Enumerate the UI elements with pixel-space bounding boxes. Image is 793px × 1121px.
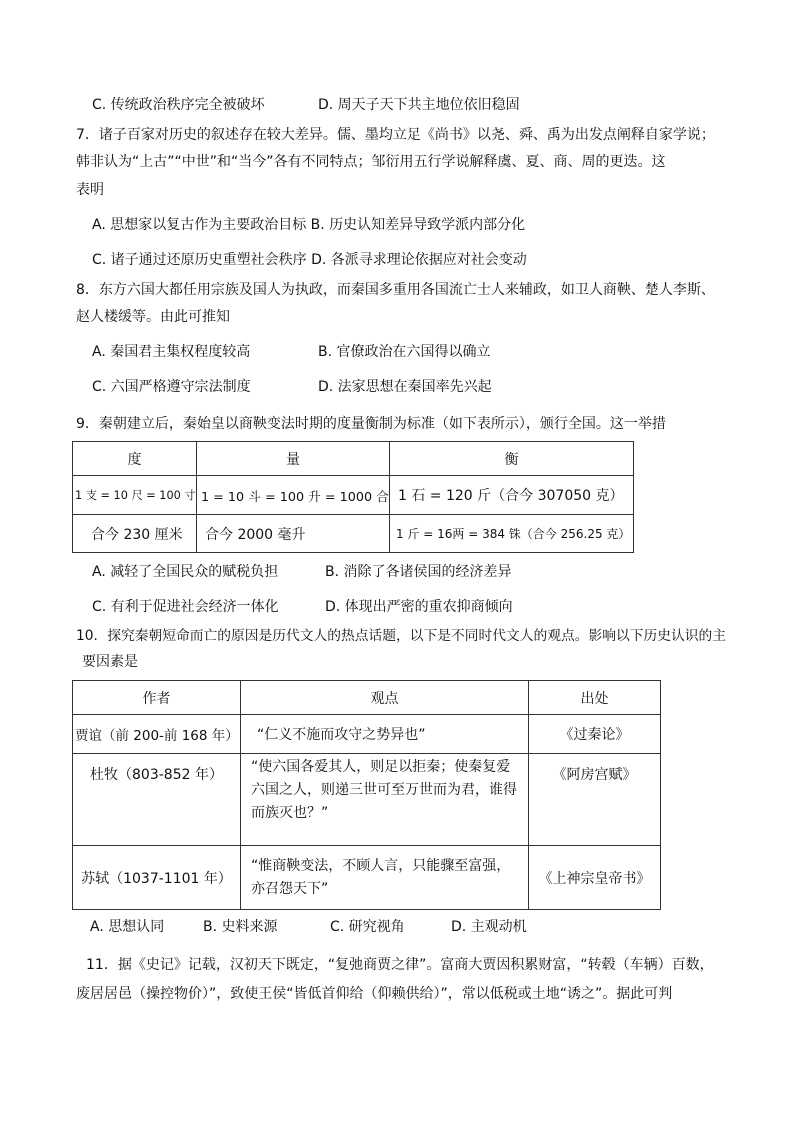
table-cell: 1 支 = 10 尺 = 100 寸 xyxy=(73,476,197,515)
q8-stem-line-2: 赵人楼缓等。由此可推知 xyxy=(76,309,230,325)
q8-stem-line-1: 8．东方六国大都任用宗族及国人为执政，而秦国多重用各国流亡士人来辅政，如卫人商鞅、楚人李斯、 xyxy=(76,282,715,298)
table-cell: “惟商鞅变法，不顾人言，只能骤至富强，亦召怨天下” xyxy=(241,846,529,910)
table-cell: 苏轼（1037-1101 年） xyxy=(73,846,241,910)
table-cell: 杜牧（803-852 年） xyxy=(73,754,241,846)
table-row xyxy=(73,715,661,754)
table-row xyxy=(73,515,634,553)
table-header-row xyxy=(73,681,661,715)
q10-stem-line-1: 10．探究秦朝短命而亡的原因是历代文人的热点话题，以下是不同时代文人的观点。影响以下历史认识的主 xyxy=(76,628,726,644)
header-cell: 观点 xyxy=(241,681,529,715)
header-cell: 衡 xyxy=(390,442,634,476)
table-cell: 《阿房宫赋》 xyxy=(529,754,661,846)
q9-option-c: C. 有利于促进社会经济一体化 xyxy=(92,599,279,615)
q10-option-a: A. 思想认同 xyxy=(90,919,165,935)
header-cell: 量 xyxy=(197,442,390,476)
table-row xyxy=(73,476,634,515)
q10-views-table xyxy=(72,680,661,910)
q10-option-c: C. 研究视角 xyxy=(330,919,405,935)
q8-option-d: D. 法家思想在秦国率先兴起 xyxy=(318,379,492,395)
table-header-row xyxy=(73,442,634,476)
header-cell: 出处 xyxy=(529,681,661,715)
q7-options-cd: C. 诸子通过还原历史重塑社会秩序 D. 各派寻求理论依据应对社会变动 xyxy=(92,252,527,268)
table-cell: 《过秦论》 xyxy=(529,715,661,754)
q11-stem-line-1: 11．据《史记》记载，汉初天下既定，“复弛商贾之律”。富商大贾因积累财富，“转毂（车辆）百数， xyxy=(86,957,714,973)
table-cell: 贾谊（前 200-前 168 年） xyxy=(73,715,241,754)
q9-stem: 9．秦朝建立后，秦始皇以商鞅变法时期的度量衡制为标准（如下表所示），颁行全国。这一举措 xyxy=(76,416,666,432)
q6-option-d: D. 周天子天下共主地位依旧稳固 xyxy=(318,97,520,113)
q9-measures-table xyxy=(72,441,634,553)
q9-option-b: B. 消除了各诸侯国的经济差异 xyxy=(325,564,512,580)
q11-stem-line-2: 废居居邑（操控物价）”，致使王侯“皆低首仰给（仰赖供给）”，常以低税或土地“诱之”。据此可判 xyxy=(76,986,673,1002)
q10-option-b: B. 史料来源 xyxy=(203,919,278,935)
q6-option-c: C. 传统政治秩序完全被破坏 xyxy=(92,97,265,113)
table-cell: “使六国各爱其人，则足以拒秦；使秦复爱六国之人，则递三世可至万世而为君，谁得而族灭也？” xyxy=(241,754,529,846)
header-cell: 度 xyxy=(73,442,197,476)
q10-option-d: D. 主观动机 xyxy=(451,919,527,935)
q8-option-c: C. 六国严格遵守宗法制度 xyxy=(92,379,251,395)
q7-stem-line-2: 韩非认为“上古”“中世”和“当今”各有不同特点；邹衍用五行学说解释虞、夏、商、周的更迭。这 xyxy=(76,154,666,170)
q10-stem-line-2: 要因素是 xyxy=(82,654,138,670)
table-cell: “仁义不施而攻守之势异也” xyxy=(241,715,529,754)
q9-option-a: A. 减轻了全国民众的赋税负担 xyxy=(92,564,279,580)
table-cell: 《上神宗皇帝书》 xyxy=(529,846,661,910)
q8-option-b: B. 官僚政治在六国得以确立 xyxy=(318,344,491,360)
table-row xyxy=(73,754,661,846)
table-cell: 1 斤 = 16两 = 384 铢（合今 256.25 克） xyxy=(390,515,634,553)
table-cell: 1 = 10 斗 = 100 升 = 1000 合 xyxy=(197,476,390,515)
q7-stem-line-3: 表明 xyxy=(76,182,104,198)
table-row xyxy=(73,846,661,910)
q7-stem-line-1: 7．诸子百家对历史的叙述存在较大差异。儒、墨均立足《尚书》以尧、舜、禹为出发点阐释自家学说； xyxy=(76,127,715,143)
header-cell: 作者 xyxy=(73,681,241,715)
table-cell: 合今 230 厘米 xyxy=(73,515,197,553)
q9-option-d: D. 体现出严密的重农抑商倾向 xyxy=(325,599,513,615)
table-cell: 1 石 = 120 斤（合今 307050 克） xyxy=(390,476,634,515)
q7-options-ab: A. 思想家以复古作为主要政治目标 B. 历史认知差异导致学派内部分化 xyxy=(92,217,526,233)
q8-option-a: A. 秦国君主集权程度较高 xyxy=(92,344,251,360)
table-cell: 合今 2000 毫升 xyxy=(197,515,390,553)
